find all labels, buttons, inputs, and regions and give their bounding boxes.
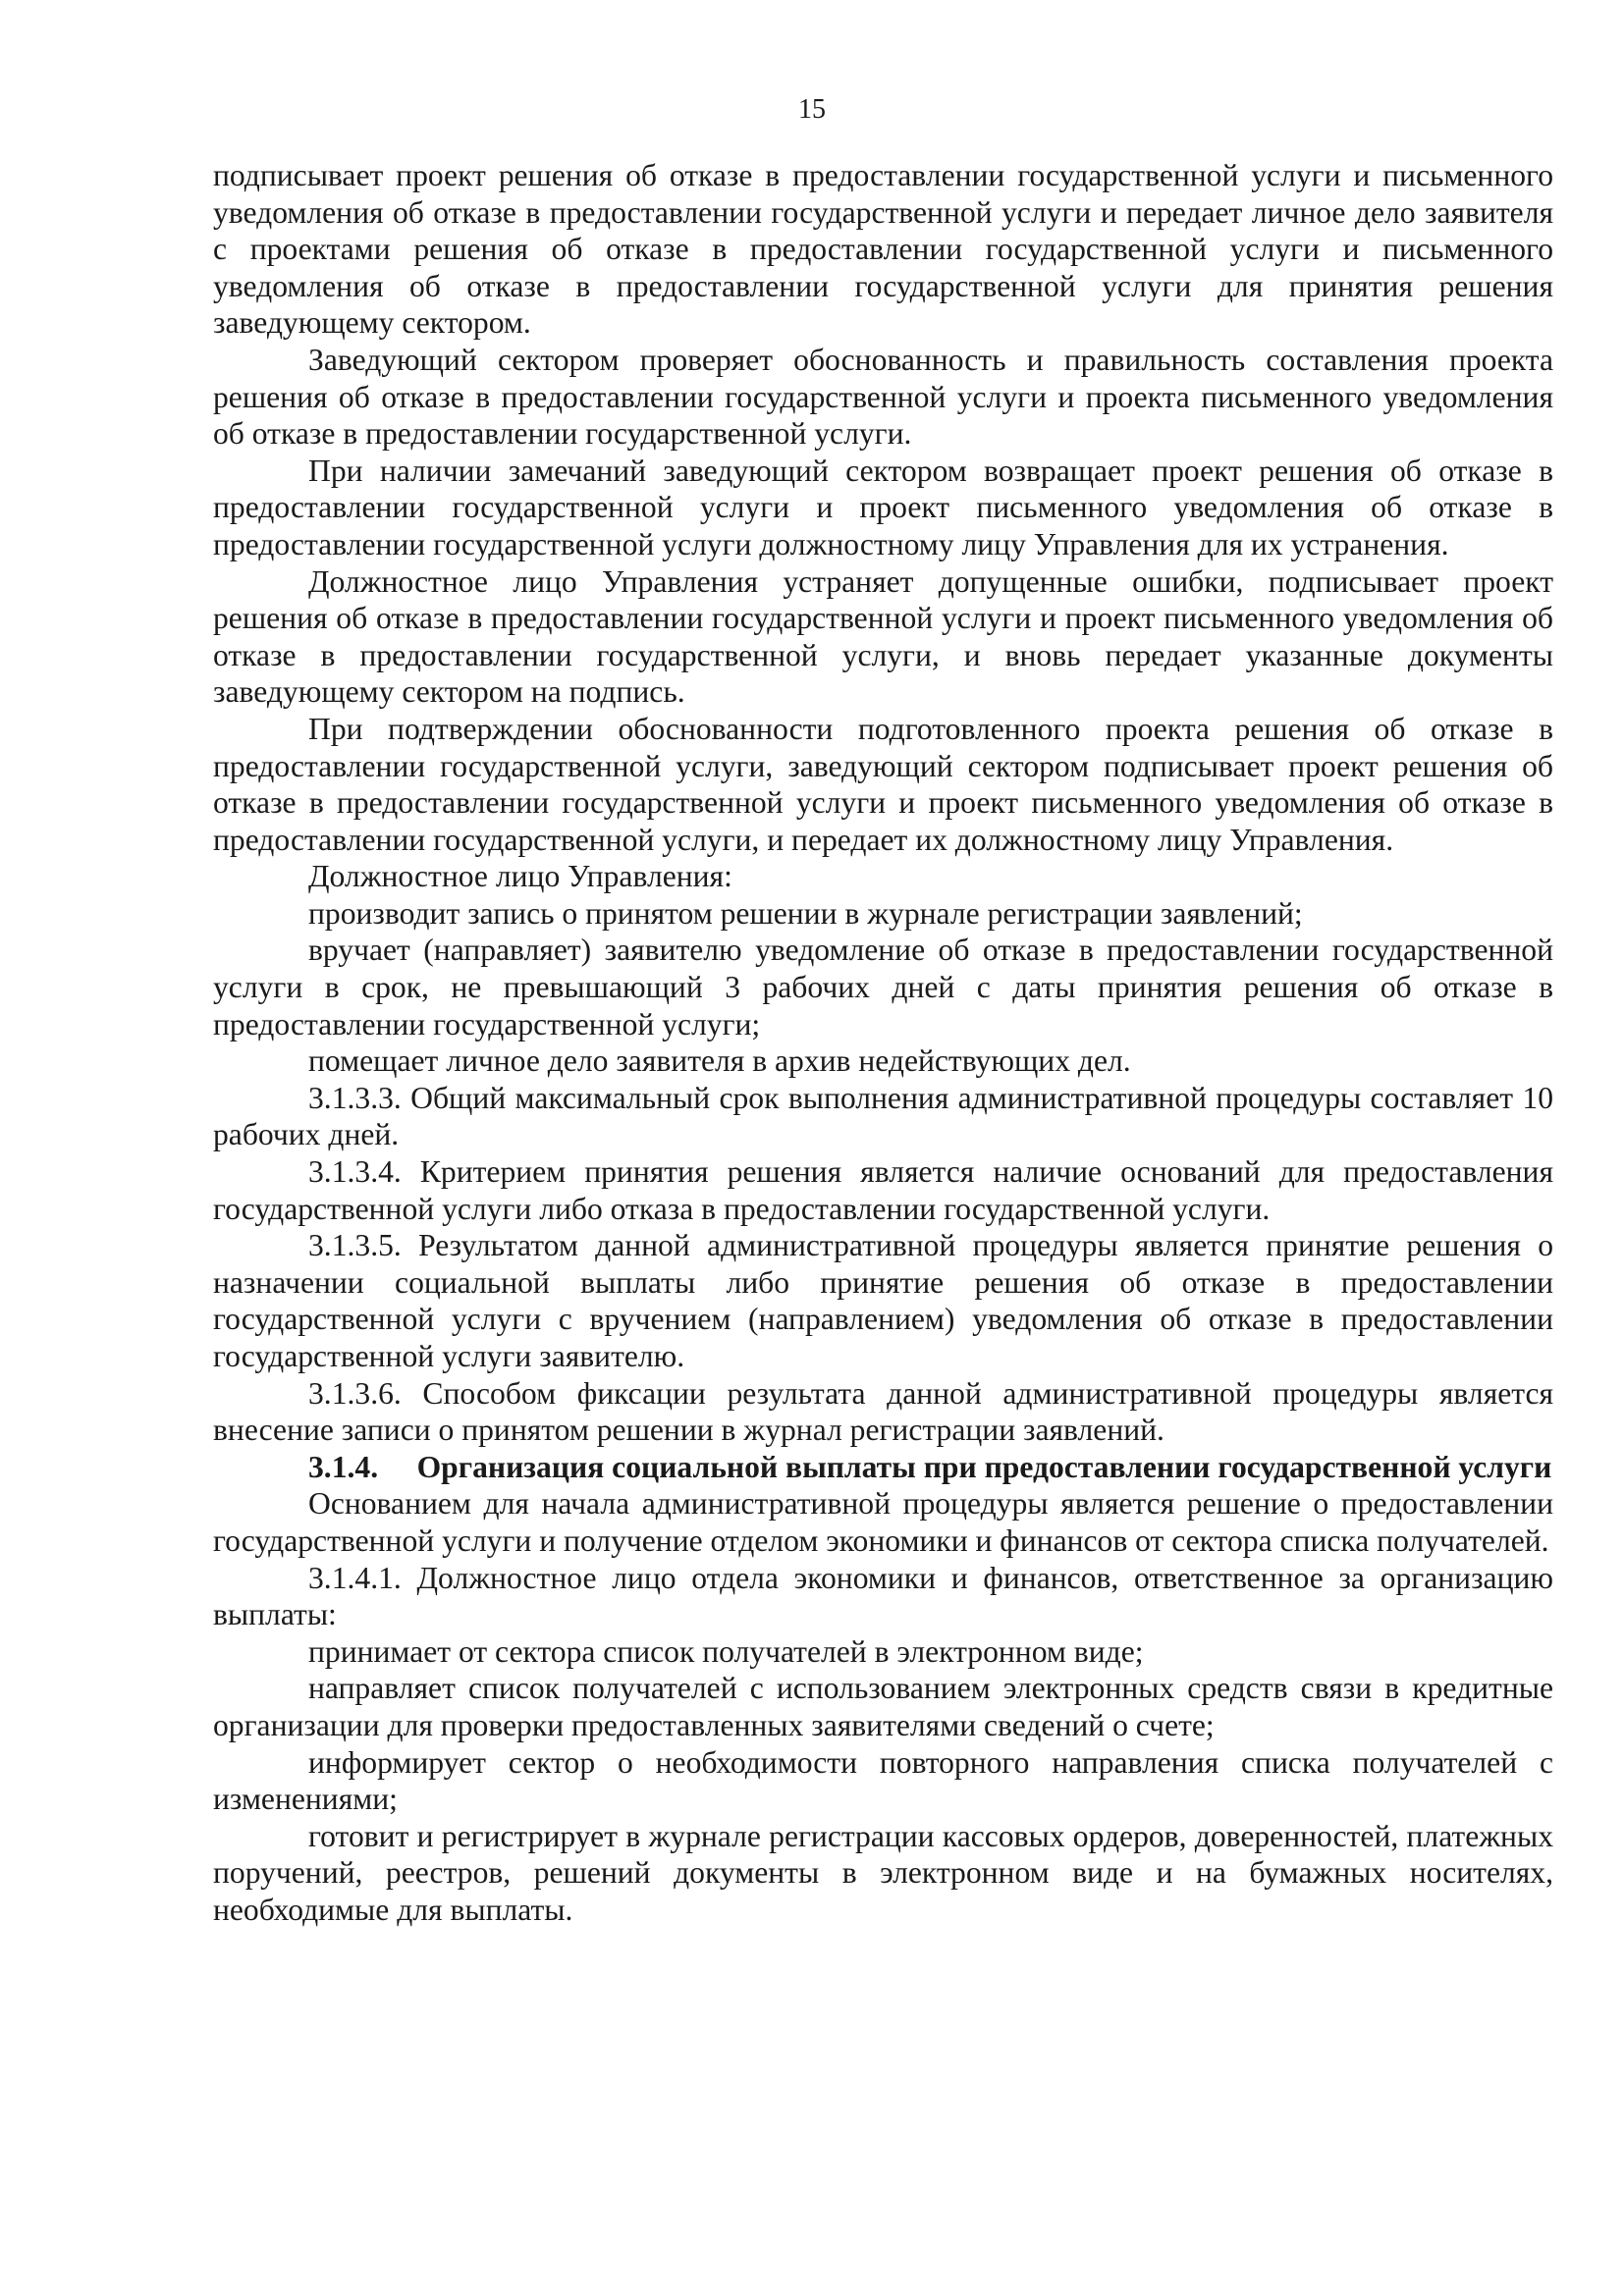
clause-3-1-3-4: 3.1.3.4. Критерием принятия решения является наличие оснований для предоставления государственной услуги либо отказа в предоставлении государственной услуги. <box>213 1154 1553 1226</box>
page-number: 15 <box>798 94 826 125</box>
list-item: помещает личное дело заявителя в архив недействующих дел. <box>308 1043 1131 1079</box>
section-heading-3-1-4: 3.1.4. Организация социальной выплаты при предоставлении государственной услуги <box>308 1449 1552 1484</box>
paragraph: При наличии замечаний заведующий сектором возвращает проект решения об отказе в предоставлении государственной услуги и проект письменного уведомления об отказе в предоставлении государственной услуги должностному лицу Управления для их устранения. <box>213 453 1553 561</box>
clause-3-1-3-5: 3.1.3.5. Результатом данной административной процедуры является принятие решения о назначении социальной выплаты либо принятие решения об отказе в предоставлении государственной услуги с вручением (направлением) уведомления об отказе в предоставлении государственной услуги заявителю. <box>213 1228 1553 1373</box>
list-item: информирует сектор о необходимости повторного направления списка получателей с изменениями; <box>213 1744 1553 1817</box>
paragraph: При подтверждении обоснованности подготовленного проекта решения об отказе в предоставлении государственной услуги, заведующий сектором подписывает проект решения об отказе в предоставлении государственной услуги и проект письменного уведомления об отказе в предоставлении государственной услуги, и передает их должностному лицу Управления. <box>213 711 1553 857</box>
paragraph: Должностное лицо Управления: <box>308 859 732 894</box>
paragraph: Заведующий сектором проверяет обоснованность и правильность составления проекта решения об отказе в предоставлении государственной услуги и проекта письменного уведомления об отказе в предоставлении государственной услуги. <box>213 342 1553 452</box>
list-item: вручает (направляет) заявителю уведомление об отказе в предоставлении государственной услуги в срок, не превышающий 3 рабочих дней с даты принятия решения об отказе в предоставлении государственной услуги; <box>213 933 1553 1041</box>
paragraph: подписывает проект решения об отказе в предоставлении государственной услуги и письменного уведомления об отказе в предоставлении государственной услуги и передает личное дело заявителя с проектами решения об отказе в предоставлении государственной услуги и письменного уведомления об отказе в предоставлении государственной услуги для принятия решения заведующему сектором. <box>213 158 1553 341</box>
clause-3-1-3-3: 3.1.3.3. Общий максимальный срок выполнения административной процедуры составляет 10 рабочих дней. <box>213 1080 1553 1152</box>
paragraph: Должностное лицо Управления устраняет допущенные ошибки, подписывает проект решения об отказе в предоставлении государственной услуги и проект письменного уведомления об отказе в предоставлении государственной услуги, и вновь передает указанные документы заведующему сектором на подпись. <box>213 563 1553 710</box>
list-item: готовит и регистрирует в журнале регистрации кассовых ордеров, доверенностей, платежных поручений, реестров, решений документы в электронном виде и на бумажных носителях, необходимые для выплаты. <box>213 1818 1553 1927</box>
list-item: направляет список получателей с использованием электронных средств связи в кредитные организации для проверки предоставленных заявителями сведений о счете; <box>213 1671 1553 1742</box>
document-body <box>213 157 1553 1929</box>
list-item: принимает от сектора список получателей в электронном виде; <box>308 1633 1144 1669</box>
list-item: производит запись о принятом решении в журнале регистрации заявлений; <box>308 895 1303 931</box>
paragraph: Основанием для начала административной процедуры является решение о предоставлении государственной услуги и получение отделом экономики и финансов от сектора списка получателей. <box>213 1486 1553 1558</box>
clause-3-1-3-6: 3.1.3.6. Способом фиксации результата данной административной процедуры является внесение записи о принятом решении в журнал регистрации заявлений. <box>213 1375 1553 1448</box>
clause-3-1-4-1: 3.1.4.1. Должностное лицо отдела экономики и финансов, ответственное за организацию выплаты: <box>213 1560 1553 1632</box>
